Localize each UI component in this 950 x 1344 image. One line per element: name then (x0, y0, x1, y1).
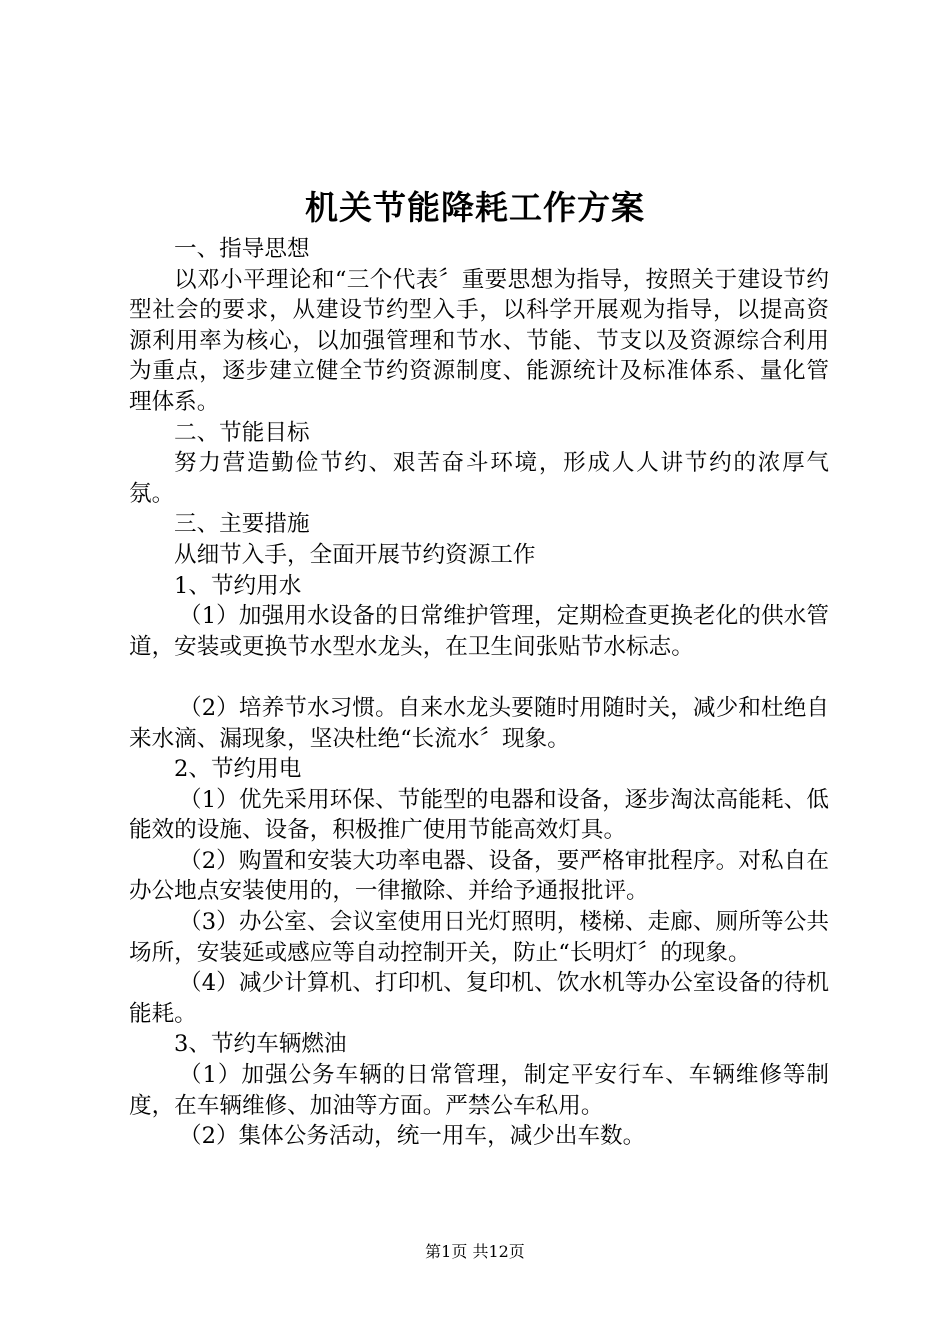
page-footer: 第1页 共12页 (425, 1242, 525, 1261)
blank-line (129, 662, 829, 693)
item-electricity-2: （2）购置和安装大功率电器、设备，要严格审批程序。对私自在办公地点安装使用的，一律撤除、并给予通报批评。 (129, 847, 829, 905)
document-body (129, 234, 829, 1152)
item-fuel-1: （1）加强公务车辆的日常管理，制定平安行车、车辆维修等制度，在车辆维修、加油等方面。严禁公车私用。 (129, 1062, 829, 1119)
subheading-save-water: 1、节约用水 (174, 572, 302, 599)
item-electricity-3: （3）办公室、会议室使用日光灯照明，楼梯、走廊、厕所等公共场所，安装延或感应等自动控制开关，防止“长明灯〞的现象。 (129, 909, 829, 966)
item-electricity-1: （1）优先采用环保、节能型的电器和设备，逐步淘汰高能耗、低能效的设施、设备，积极推广使用节能高效灯具。 (129, 786, 829, 844)
item-water-2: （2）培养节水习惯。自来水龙头要随时用随时关，减少和杜绝自来水滴、漏现象，坚决杜绝“长流水〞现象。 (129, 694, 829, 752)
section-heading-main-measures: 三、主要措施 (174, 511, 310, 538)
subheading-save-electricity: 2、节约用电 (174, 756, 302, 783)
subheading-save-fuel: 3、节约车辆燃油 (174, 1031, 347, 1058)
item-fuel-2: （2）集体公务活动，统一用车，减少出车数。 (179, 1123, 646, 1150)
section-heading-guiding-thought: 一、指导思想 (174, 236, 310, 262)
document-title: 机关节能降耗工作方案 (305, 188, 645, 227)
item-electricity-4: （4）减少计算机、打印机、复印机、饮水机等办公室设备的待机能耗。 (129, 970, 829, 1027)
paragraph-guiding-thought: 以邓小平理论和“三个代表〞重要思想为指导，按照关于建设节约型社会的要求，从建设节约型入手，以科学开展观为指导，以提高资源利用率为核心，以加强管理和节水、节能、节支以及资源综合利用为重点，逐步建立健全节约资源制度、能源统计及标准体系、量化管理体系。 (129, 266, 829, 415)
item-water-1: （1）加强用水设备的日常维护管理，定期检查更换老化的供水管道，安装或更换节水型水龙头，在卫生间张贴节水标志。 (129, 603, 829, 660)
paragraph-measures-intro: 从细节入手，全面开展节约资源工作 (174, 541, 536, 568)
section-heading-energy-goal: 二、节能目标 (174, 419, 310, 446)
paragraph-energy-goal: 努力营造勤俭节约、艰苦奋斗环境，形成人人讲节约的浓厚气氛。 (129, 450, 829, 507)
